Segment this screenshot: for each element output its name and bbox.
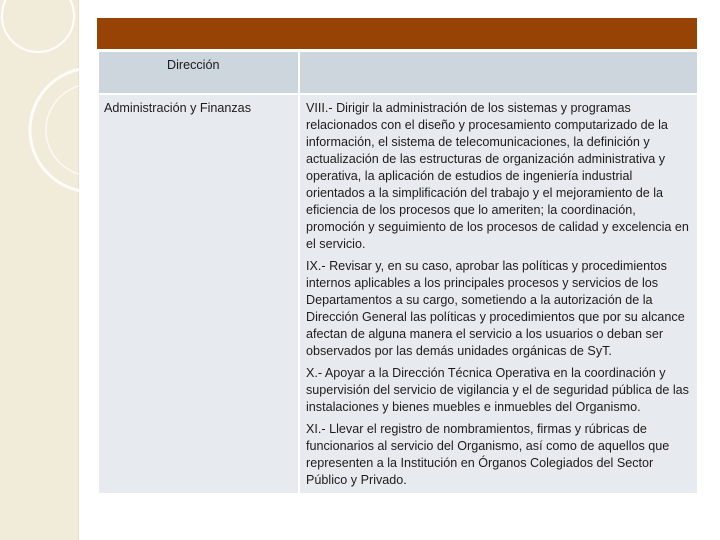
function-paragraph-viii: VIII.- Dirigir la administración de los sistemas y programas relacionados con el diseño y procesamiento computarizado de la información, el sistema de telecomunicaciones, la definición y actualización de las estructuras de organización administrativa y operativa, la aplicación de estudios de ingeniería industrial orientados a la simplificación del trabajo y el mejoramiento de la eficiencia de los procesos que lo ameriten; la coordinación, promoción y seguimiento de los procesos de calidad y excelencia en el servicio. [306,101,689,251]
function-paragraph-ix: IX.- Revisar y, en su caso, aprobar las políticas y procedimientos internos aplicables a los principales procesos y servicios de los Departamentos a su cargo, sometiendo a la autorización de la Dirección General las políticas y procedimientos que por su alcance afectan de alguna manera el servicio a los usuarios o deban ser observados por las demás unidades orgánicas de SyT. [306,259,685,358]
function-paragraph-xi: XI.- Llevar el registro de nombramientos, firmas y rúbricas de funcionarios al servicio del Organismo, así como de aquellos que representen a la Institución en Órganos Colegiados del Sector Público y Privado. [306,422,670,487]
responsibilities-table [97,50,699,495]
header-cell-direccion [98,51,299,94]
header-cell-empty [299,51,698,94]
table-header-row [98,51,698,94]
slide-header-bar [97,18,697,49]
function-paragraph-x: X.- Apoyar a la Dirección Técnica Operativa en la coordinación y supervisión del servicio de vigilancia y el de seguridad pública de las instalaciones y bienes muebles e inmuebles del Organismo. [306,366,689,414]
header-label: Dirección [167,58,220,72]
row-label-cell [98,94,299,494]
row-label: Administración y Finanzas [104,101,251,115]
functions-cell [299,94,698,494]
table-row [98,94,698,494]
